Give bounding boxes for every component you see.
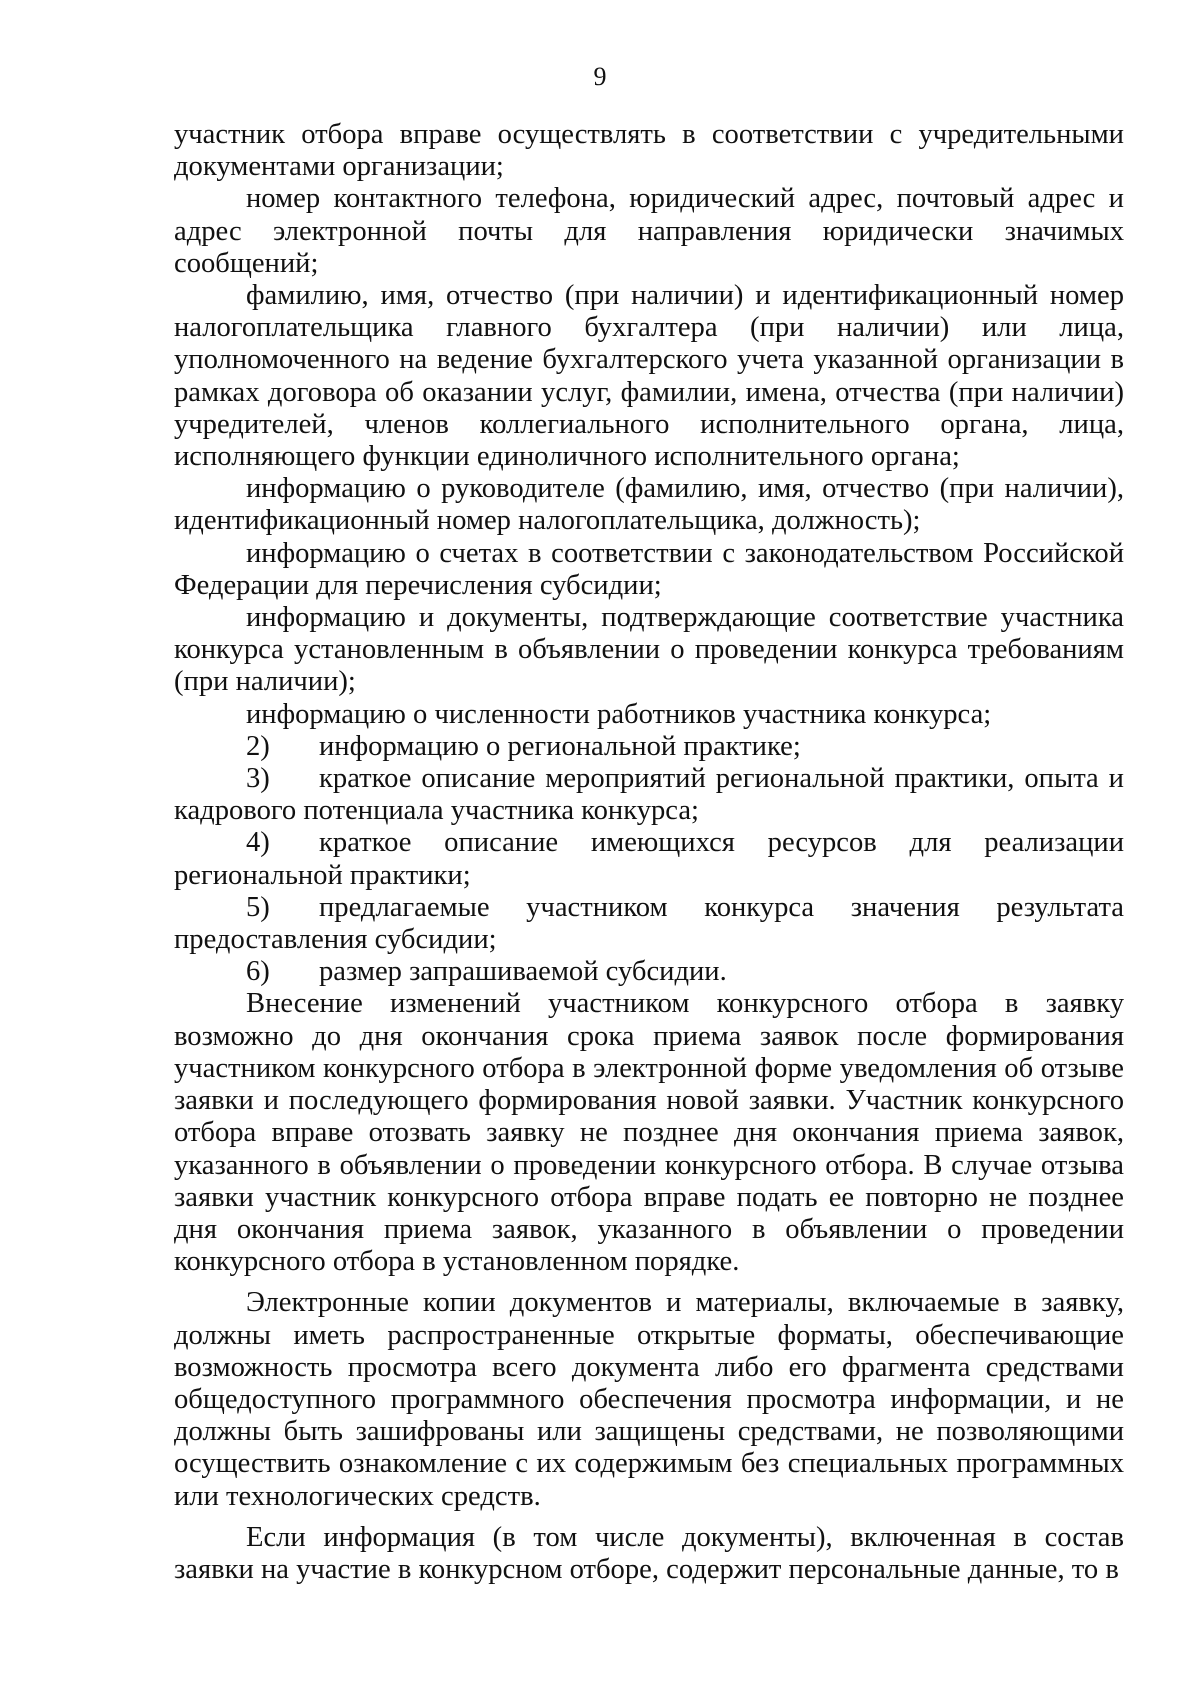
paragraph-4: информацию о руководителе (фамилию, имя, отчество (при наличии), идентификационный номер налогоплательщика, должность); bbox=[174, 473, 1124, 537]
list-number: 6) bbox=[246, 956, 270, 988]
paragraph-7: информацию о численности работников участника конкурса; bbox=[246, 698, 992, 730]
paragraph-5: информацию о счетах в соответствии с законодательством Российской Федерации для перечисления субсидии; bbox=[174, 537, 1124, 601]
paragraph-3: фамилию, имя, отчество (при наличии) и идентификационный номер налогоплательщика главного бухгалтера (при наличии) или лица, уполномоченного на ведение бухгалтерского учета указанной организации в рамках договора об оказании услуг, фамилии, имена, отчества (при наличии) учредителей, членов коллегиального исполнительного органа, лица, исполняющего функции единоличного исполнительного органа; bbox=[174, 280, 1124, 473]
list-number: 4) bbox=[246, 827, 270, 859]
paragraph-9: Электронные копии документов и материалы, включаемые в заявку, должны иметь распространенные открытые форматы, обеспечивающие возможность просмотра всего документа либо его фрагмента средствами общедоступного программного обеспечения просмотра информации, и не должны быть зашифрованы или защищены средствами, не позволяющими осуществить ознакомление с их содержимым без специальных программных или технологических средств. bbox=[174, 1287, 1124, 1512]
paragraph-8: Внесение изменений участником конкурсного отбора в заявку возможно до дня окончания срока приема заявок после формирования участником конкурсного отбора в электронной форме уведомления об отзыве заявки и последующего формирования новой заявки. Участник конкурсного отбора вправе отозвать заявку не позднее дня окончания приема заявок, указанного в объявлении о проведении конкурсного отбора. В случае отзыва заявки участник конкурсного отбора вправе подать ее повторно не позднее дня окончания приема заявок, указанного в объявлении о проведении конкурсного отбора в установленном порядке. bbox=[174, 988, 1124, 1278]
paragraph-1: участник отбора вправе осуществлять в соответствии с учредительными документами организации; bbox=[174, 119, 1124, 183]
paragraph-10: Если информация (в том числе документы), включенная в состав заявки на участие в конкурсном отборе, содержит персональные данные, то в bbox=[174, 1521, 1124, 1585]
list-text: размер запрашиваемой субсидии. bbox=[319, 956, 727, 988]
list-item-2 bbox=[174, 731, 1124, 763]
list-number: 5) bbox=[246, 891, 270, 923]
page-number: 9 bbox=[593, 62, 607, 91]
list-item-3 bbox=[174, 763, 1124, 827]
document-body bbox=[174, 119, 1124, 1586]
list-item-5 bbox=[174, 892, 1124, 956]
list-text: краткое описание имеющихся ресурсов для реализации региональной практики; bbox=[174, 827, 1124, 891]
list-number: 2) bbox=[246, 730, 270, 762]
list-text: краткое описание мероприятий региональной практики, опыта и кадрового потенциала участника конкурса; bbox=[174, 763, 1124, 827]
paragraph-2: номер контактного телефона, юридический адрес, почтовый адрес и адрес электронной почты для направления юридически значимых сообщений; bbox=[174, 183, 1124, 279]
list-item-4 bbox=[174, 827, 1124, 891]
list-item-6 bbox=[174, 956, 1124, 988]
paragraph-6: информацию и документы, подтверждающие соответствие участника конкурса установленным в объявлении о проведении конкурса требованиям (при наличии); bbox=[174, 602, 1124, 698]
list-text: предлагаемые участником конкурса значения результата предоставления субсидии; bbox=[174, 891, 1124, 956]
list-number: 3) bbox=[246, 763, 270, 795]
list-text: информацию о региональной практике; bbox=[319, 730, 801, 762]
